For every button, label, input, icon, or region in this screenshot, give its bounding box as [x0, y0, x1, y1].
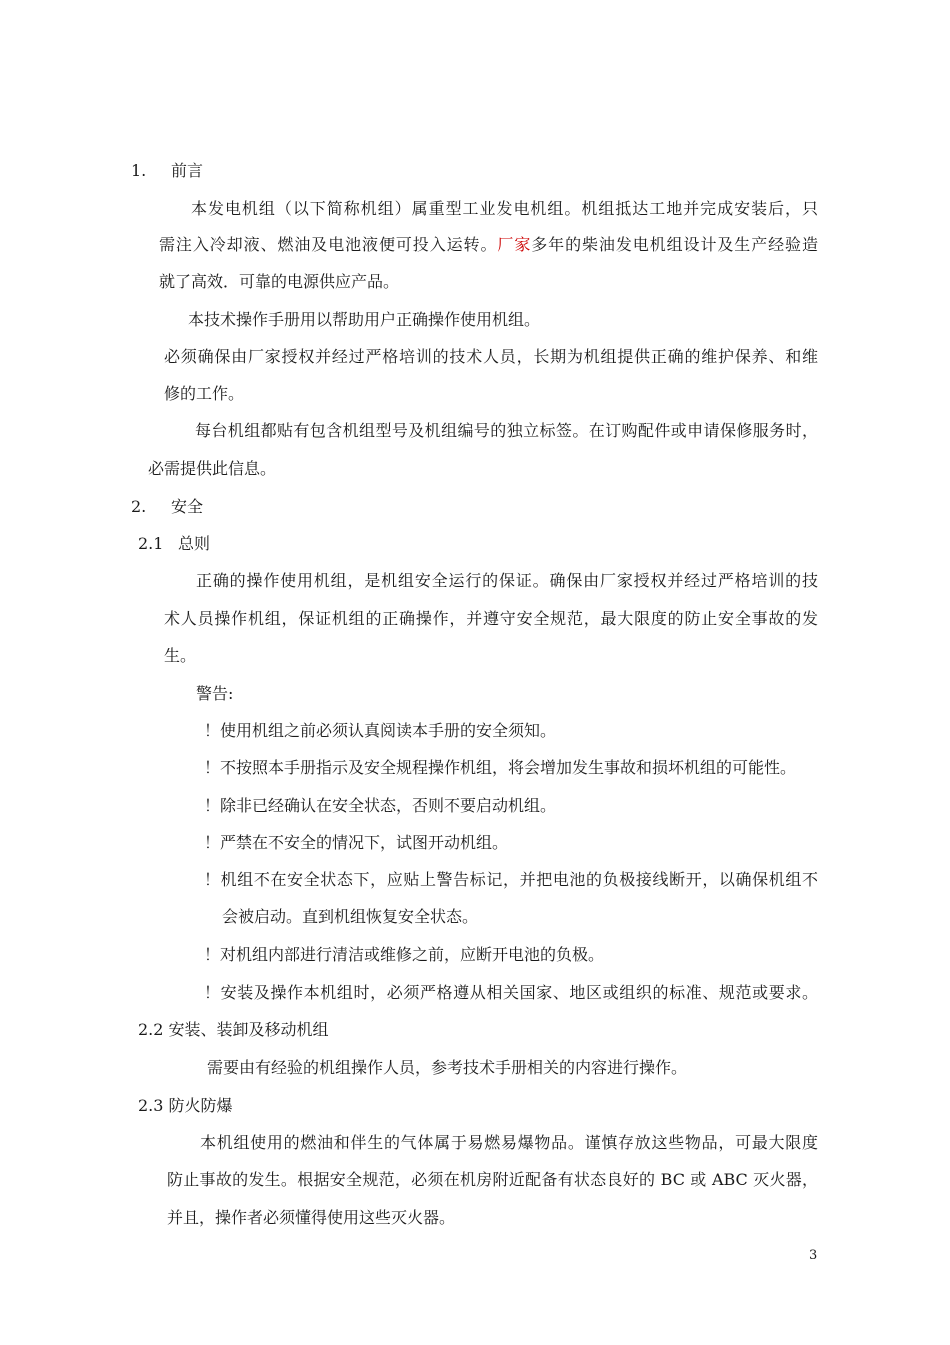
- paragraph-line: 必需提供此信息。: [148, 459, 277, 478]
- paragraph-line: 生。: [164, 646, 197, 665]
- warning-item: ！不按照本手册指示及安全规程操作机组，将会增加发生事故和损坏机组的可能性。: [204, 758, 797, 777]
- paragraph-line: 本发电机组（以下简称机组）属重型工业发电机组。机组抵达工地并完成安装后，只: [191, 199, 818, 218]
- section-number: 2.: [131, 497, 147, 516]
- warning-item: ！机组不在安全状态下，应贴上警告标记，并把电池的负极接线断开，以确保机组不: [204, 870, 818, 889]
- warning-item: ！严禁在不安全的情况下，试图开动机组。: [204, 833, 509, 852]
- paragraph-line: 就了高效．可靠的电源供应产品。: [159, 272, 400, 291]
- warning-item: ！除非已经确认在安全状态，否则不要启动机组。: [204, 796, 557, 815]
- paragraph-line: 必须确保由厂家授权并经过严格培训的技术人员，长期为机组提供正确的维护保养、和维: [164, 347, 818, 366]
- paragraph-line: 本机组使用的燃油和伴生的气体属于易燃易爆物品。谨慎存放这些物品，可最大限度: [200, 1133, 818, 1152]
- paragraph-line: 每台机组都贴有包含机组型号及机组编号的独立标签。在订购配件或申请保修服务时，: [195, 421, 818, 440]
- warning-item: ！安装及操作本机组时，必须严格遵从相关国家、地区或组织的标准、规范或要求。: [204, 983, 818, 1002]
- subsection-heading: [138, 533, 210, 555]
- warning-item-continuation: 会被启动。直到机组恢复安全状态。: [222, 907, 479, 926]
- paragraph-line: 修的工作。: [164, 384, 245, 403]
- warning-item: ！对机组内部进行清洁或维修之前，应断开电池的负极。: [204, 945, 605, 964]
- subsection-heading: 2.3 防火防爆: [138, 1096, 233, 1115]
- section-number: 1.: [131, 161, 147, 180]
- section-heading: [131, 160, 203, 182]
- highlighted-text: 厂家: [497, 235, 532, 254]
- paragraph-line: [159, 234, 818, 256]
- section-title: 前言: [171, 161, 204, 180]
- paragraph-line: 需要由有经验的机组操作人员，参考技术手册相关的内容进行操作。: [207, 1058, 688, 1077]
- paragraph-line: 术人员操作机组，保证机组的正确操作，并遵守安全规范，最大限度的防止安全事故的发: [164, 609, 818, 628]
- section-heading: [131, 496, 203, 518]
- text-span: 多年的柴油发电机组设计及生产经验造: [531, 235, 818, 254]
- warning-label: 警告:: [196, 684, 234, 703]
- section-title: 安全: [171, 497, 204, 516]
- warning-item: ！使用机组之前必须认真阅读本手册的安全须知。: [204, 721, 557, 740]
- paragraph-line: 防止事故的发生。根据安全规范，必须在机房附近配备有状态良好的 BC 或 ABC 灭火器，: [167, 1170, 818, 1189]
- paragraph-line: 并且，操作者必须懂得使用这些灭火器。: [167, 1208, 456, 1227]
- section-title: 总则: [178, 534, 211, 553]
- paragraph-line: 正确的操作使用机组，是机组安全运行的保证。确保由厂家授权并经过严格培训的技: [196, 571, 818, 590]
- paragraph-line: 本技术操作手册用以帮助用户正确操作使用机组。: [188, 310, 541, 329]
- section-number: 2.1: [138, 534, 164, 553]
- subsection-heading: 2.2 安装、装卸及移动机组: [138, 1020, 329, 1039]
- text-span: 需注入冷却液、燃油及电池液便可投入运转。: [159, 235, 498, 254]
- page-number: 3: [809, 1248, 818, 1263]
